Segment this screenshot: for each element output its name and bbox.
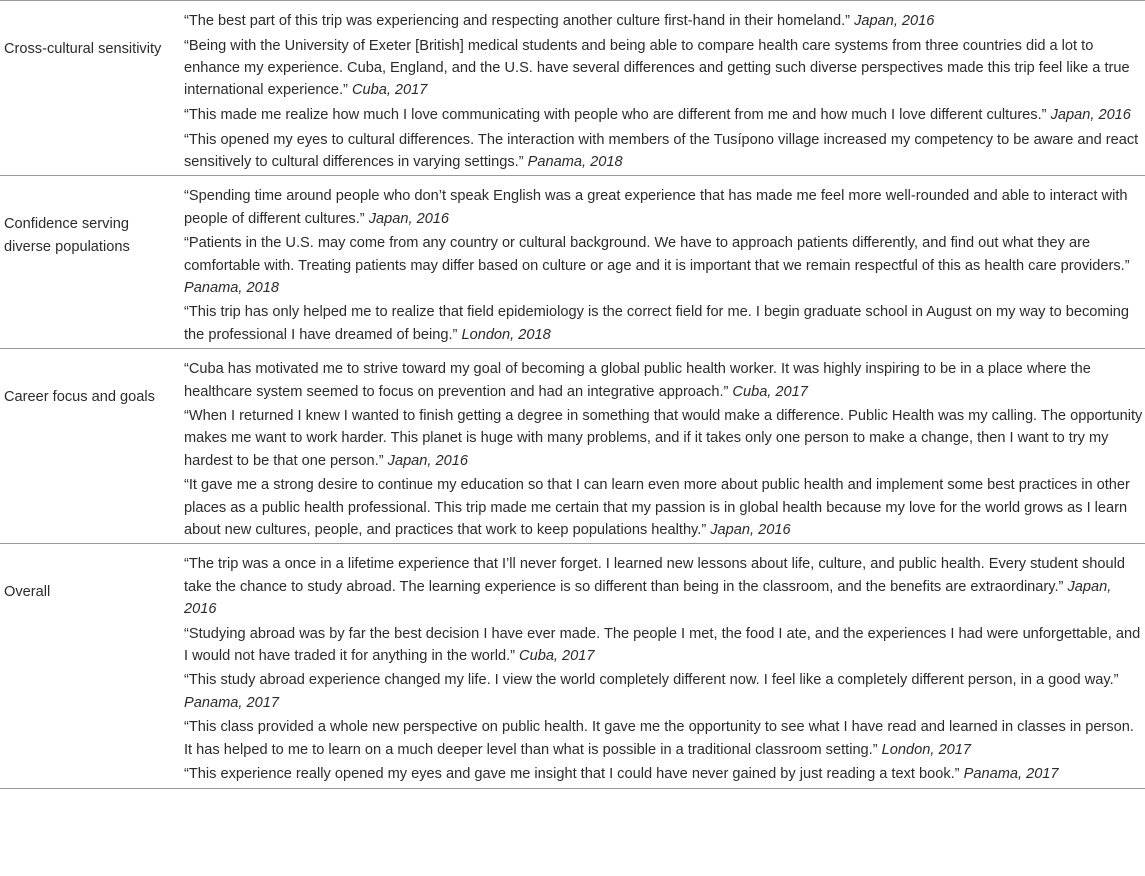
quote <box>184 358 1145 402</box>
quote-text: “This study abroad experience changed my life. I view the world completely different now. I feel like a completely different person, in a good way.” <box>184 672 1119 689</box>
quote-source: Japan, 2016 <box>387 452 468 469</box>
quote-source: Cuba, 2017 <box>732 383 808 400</box>
theme-label: Confidence serving diverse populations <box>0 176 172 349</box>
quote-text: “This made me realize how much I love communicating with people who are different from me and how much I love different cultures.” <box>184 106 1047 123</box>
quote-text: “This opened my eyes to cultural differences. The interaction with members of the Tusípono village increased my competency to be aware and react sensitively to cultural differences in varying settings.” <box>184 131 1139 170</box>
quote-source: Panama, 2018 <box>527 153 623 170</box>
theme-row <box>0 176 1145 349</box>
quote <box>184 716 1145 760</box>
quotes-cell <box>172 176 1145 349</box>
theme-label: Cross-cultural sensitivity <box>0 1 172 176</box>
theme-label: Overall <box>0 544 172 789</box>
quote <box>184 185 1145 229</box>
quote-text: “Studying abroad was by far the best decision I have ever made. The people I met, the food I ate, and the experiences I had were unforgettable, and I would not have traded it for anything in the world.” <box>184 625 1141 664</box>
quote-text: “The trip was a once in a lifetime experience that I’ll never forget. I learned new lessons about life, culture, and public health. Every student should take the chance to study abroad. The learning experience is so different than being in the classroom, and the benefits are extraordinary.” <box>184 556 1126 595</box>
quote-text: “This class provided a whole new perspective on public health. It gave me the opportunity to see what I have read and learned in classes in person. It has helped to me to learn on a much deeper level than what is possible in a traditional classroom setting.” <box>184 719 1134 758</box>
quote-text: “When I returned I knew I wanted to finish getting a degree in something that would make a difference. Public Health was my calling. The opportunity makes me want to work harder. This planet is huge with many problems, and if it takes only one person to make a change, then I want to try my hardest to be that one person.” <box>184 408 1143 469</box>
quote <box>184 405 1145 472</box>
quote <box>184 474 1145 541</box>
quotes-cell <box>172 544 1145 789</box>
quote <box>184 35 1145 102</box>
quote-text: “Spending time around people who don’t speak English was a great experience that has made me feel more well-rounded and able to interact with people of different cultures.” <box>184 188 1128 227</box>
quote <box>184 301 1145 345</box>
quotes-table-body <box>0 1 1145 789</box>
quote-source: Japan, 2016 <box>854 13 935 29</box>
quote <box>184 10 1145 32</box>
theme-row <box>0 1 1145 176</box>
quote-text: “The best part of this trip was experiencing and respecting another culture first-hand in their homeland.” <box>184 13 850 29</box>
quote-source: Panama, 2017 <box>184 694 279 711</box>
theme-label: Career focus and goals <box>0 349 172 544</box>
quote <box>184 104 1145 126</box>
quote-source: Japan, 2016 <box>184 578 1112 617</box>
quote <box>184 553 1145 620</box>
quote-text: “This experience really opened my eyes and gave me insight that I could have never gained by just reading a text book.” <box>184 766 960 783</box>
quote-text: “Patients in the U.S. may come from any country or cultural background. We have to approach patients differently, and find out what they are comfortable with. Treating patients may differ based on culture or age and it is important that we remain respectful of this as health care providers.” <box>184 235 1130 274</box>
quote-source: Panama, 2017 <box>963 766 1059 783</box>
quote-source: London, 2018 <box>461 326 551 343</box>
quote-source: Japan, 2016 <box>368 210 450 227</box>
quote-source: Japan, 2016 <box>1050 106 1131 123</box>
quote-source: Panama, 2018 <box>184 279 279 296</box>
quote <box>184 669 1145 713</box>
quote-source: London, 2017 <box>881 741 971 758</box>
quotes-cell <box>172 349 1145 544</box>
quote <box>184 129 1145 173</box>
quote <box>184 232 1145 299</box>
theme-row <box>0 544 1145 789</box>
quote-text: “Cuba has motivated me to strive toward my goal of becoming a global public health worker. It was highly inspiring to be in a place where the healthcare system seemed to focus on prevention and had an integrative approach.” <box>184 361 1091 400</box>
quote-source: Cuba, 2017 <box>519 647 595 664</box>
quote-text: “Being with the University of Exeter [British] medical students and being able to compare health care systems from three countries did a lot to enhance my experience. Cuba, England, and the U.S. have several differences and getting such diverse perspectives made this trip feel like a true international experience.” <box>184 37 1130 99</box>
theme-row <box>0 349 1145 544</box>
quote-source: Japan, 2016 <box>710 521 791 538</box>
quote-text: “This trip has only helped me to realize that field epidemiology is the correct field for me. I begin graduate school in August on my way to becoming the professional I have dreamed of being.” <box>184 304 1130 343</box>
quote-source: Cuba, 2017 <box>351 82 428 99</box>
quotes-cell <box>172 1 1145 176</box>
quote <box>184 763 1145 785</box>
quote <box>184 623 1145 667</box>
quote-text: “It gave me a strong desire to continue my education so that I can learn even more about public health and implement some best practices in other places as a public health professional. This trip made me certain that my passion is in global health because my love for the world grows as I learn about new cultures, people, and practices that work to keep populations healthy.” <box>184 477 1130 538</box>
